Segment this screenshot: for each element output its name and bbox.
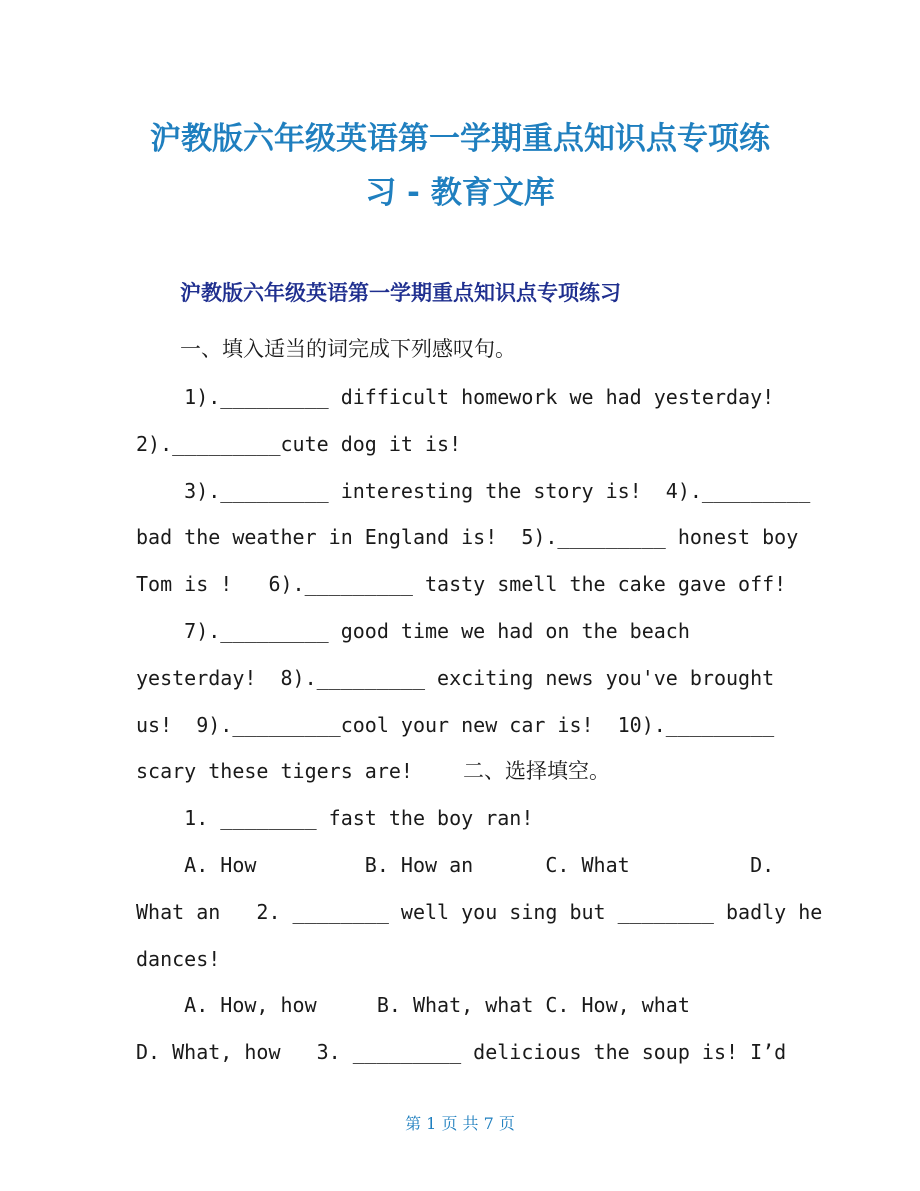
exercise-line-9: scary these tigers are! 二、选择填空。 (136, 759, 610, 783)
exercise-line-3: 3)._________ interesting the story is! 4)._________ (136, 479, 811, 503)
exercise-line-4: bad the weather in England is! 5)._________ honest boy (136, 525, 799, 549)
question-3: D. What, how 3. _________ delicious the soup is! I’d (136, 1040, 787, 1064)
question-1: 1. ________ fast the boy ran! (136, 806, 534, 830)
question-2-continued: dances! (136, 947, 221, 971)
exercise-line-8: us! 9)._________cool your new car is! 10)._________ (136, 713, 775, 737)
exercise-line-6: 7)._________ good time we had on the beach (136, 619, 690, 643)
section-2-heading: 二、选择填空。 (462, 759, 610, 783)
section-1-heading: 一、填入适当的词完成下列感叹句。 (180, 337, 516, 361)
exercise-line-7: yesterday! 8)._________ exciting news you've brought (136, 666, 775, 690)
question-1-options: A. How B. How an C. What D. (136, 853, 775, 877)
section-subtitle: 沪教版六年级英语第一学期重点知识点专项练习 (180, 281, 621, 305)
document-title-line-2: 习 - 教育文库 (365, 175, 555, 211)
document-title-line-1: 沪教版六年级英语第一学期重点知识点专项练 (150, 121, 770, 157)
page-footer: 第 1 页 共 7 页 (405, 1114, 515, 1133)
exercise-line-2: 2)._________cute dog it is! (136, 432, 462, 456)
question-2: What an 2. ________ well you sing but ________ badly he (136, 900, 823, 924)
question-2-options: A. How, how B. What, what C. How, what (136, 993, 690, 1017)
exercise-line-1: 1)._________ difficult homework we had yesterday! (136, 385, 775, 409)
document-title (100, 112, 820, 220)
exercise-line-5: Tom is ! 6)._________ tasty smell the cake gave off! (136, 572, 787, 596)
